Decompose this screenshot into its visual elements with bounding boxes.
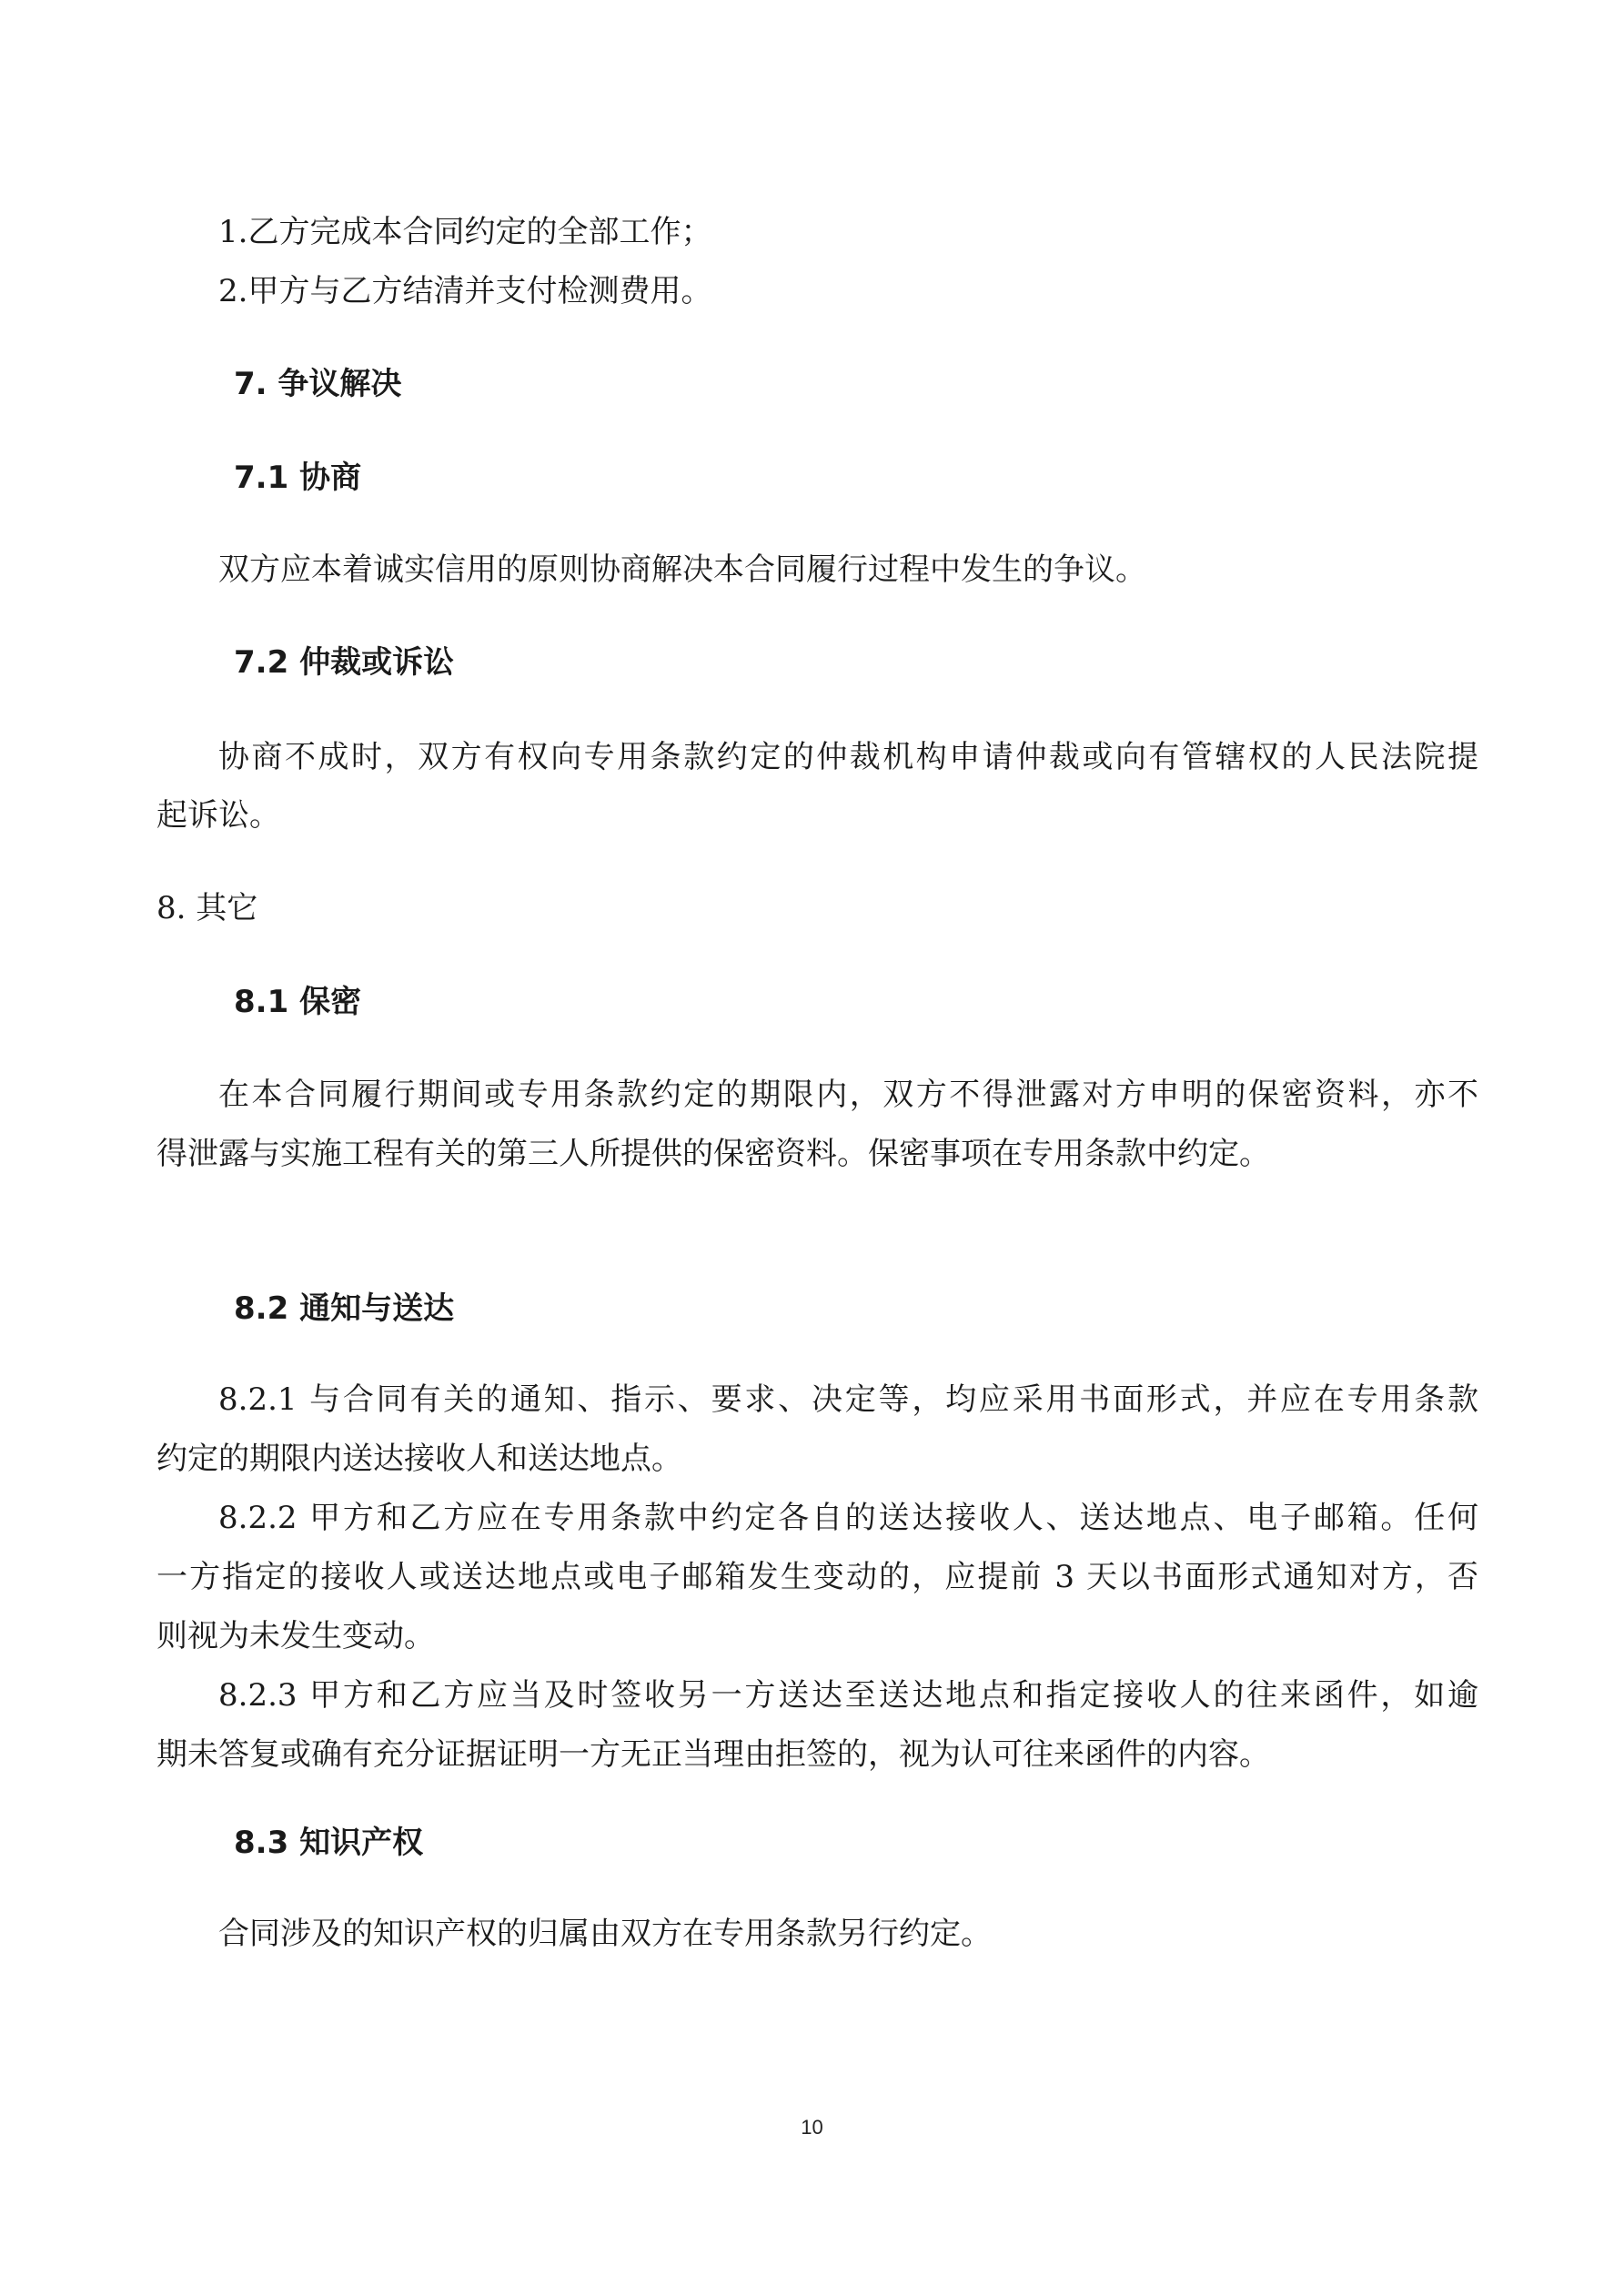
section-8-2-1-line-1: 8.2.1 与合同有关的通知、指示、要求、决定等，均应采用书面形式，并应在专用条款 [218,1381,1478,1418]
list-item-2: 2.甲方与乙方结清并支付检测费用。 [218,273,712,309]
section-8-2-3-line-2: 期未答复或确有充分证据证明一方无正当理由拒签的，视为认可往来函件的内容。 [156,1736,1270,1773]
section-8-2-3-line-1: 8.2.3 甲方和乙方应当及时签收另一方送达至送达地点和指定接收人的往来函件，如逾 [218,1677,1478,1714]
section-7-title: 7. 争议解决 [234,366,402,402]
section-8-title: 8. 其它 [156,890,258,926]
section-8-2-2-line-2: 一方指定的接收人或送达地点或电子邮箱发生变动的，应提前 3 天以书面形式通知对方，否 [156,1559,1478,1595]
section-8-2-1-line-2: 约定的期限内送达接收人和送达地点。 [156,1441,682,1477]
section-8-3-title: 8.3 知识产权 [234,1825,424,1861]
section-8-1-text-line-1: 在本合同履行期间或专用条款约定的期限内，双方不得泄露对方申明的保密资料，亦不 [218,1077,1478,1113]
section-8-2-title: 8.2 通知与送达 [234,1290,455,1327]
section-7-2-text-line-2: 起诉讼。 [156,797,280,834]
section-8-2-2-line-1: 8.2.2 甲方和乙方应在专用条款中约定各自的送达接收人、送达地点、电子邮箱。任何 [218,1500,1478,1536]
section-7-1-title: 7.1 协商 [234,460,362,496]
section-7-2-text-line-1: 协商不成时，双方有权向专用条款约定的仲裁机构申请仲裁或向有管辖权的人民法院提 [218,739,1478,775]
list-item-1: 1.乙方完成本合同约定的全部工作； [218,214,712,250]
section-8-1-text-line-2: 得泄露与实施工程有关的第三人所提供的保密资料。保密事项在专用条款中约定。 [156,1136,1270,1172]
page-number: 10 [801,2116,823,2139]
section-8-2-2-line-3: 则视为未发生变动。 [156,1618,435,1654]
section-7-2-title: 7.2 仲裁或诉讼 [234,644,455,681]
section-8-1-title: 8.1 保密 [234,984,362,1020]
section-8-3-text: 合同涉及的知识产权的归属由双方在专用条款另行约定。 [218,1916,992,1952]
section-7-1-text: 双方应本着诚实信用的原则协商解决本合同履行过程中发生的争议。 [218,551,1146,588]
